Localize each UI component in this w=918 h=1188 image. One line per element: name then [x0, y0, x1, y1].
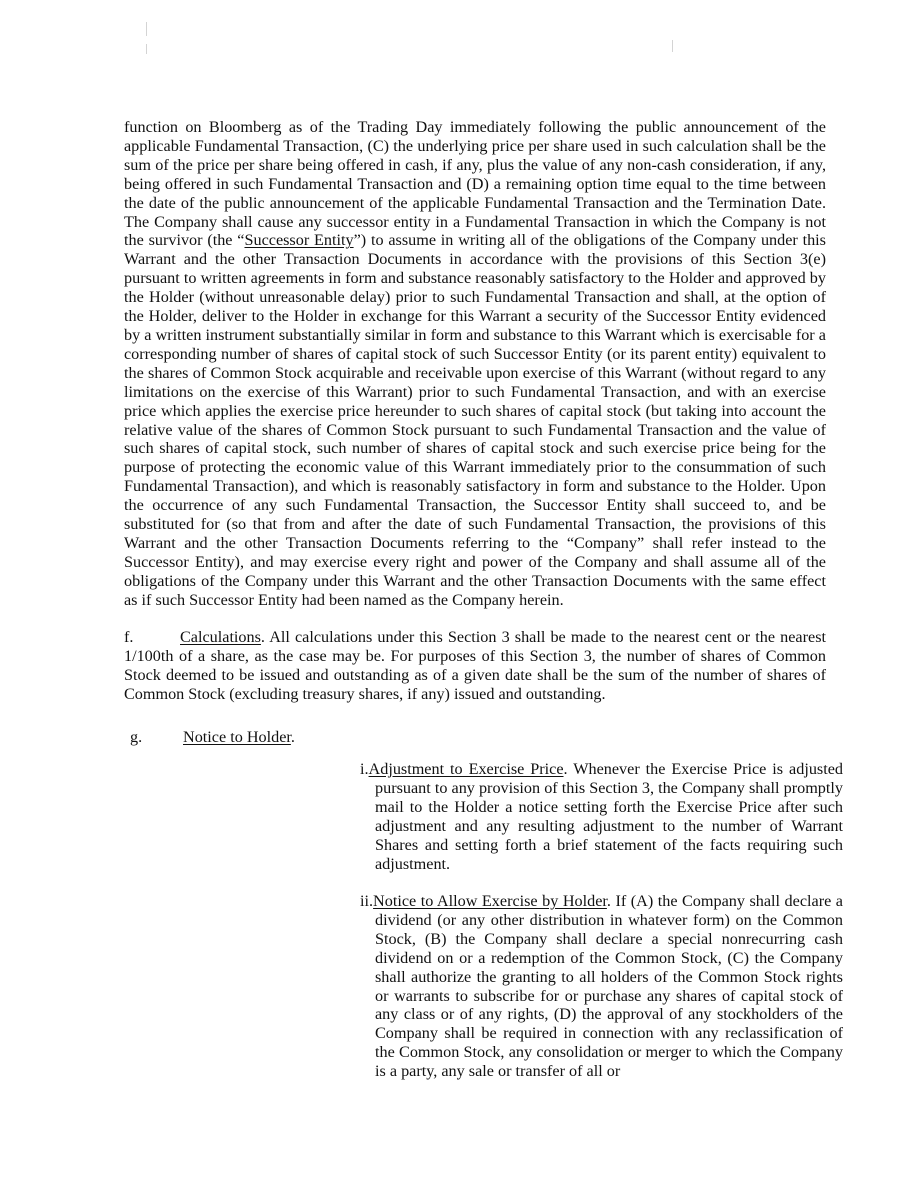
paragraph-text: ”) to assume in writing all of the obligations of the Company under this Warrant and the other Transaction Documents in accordance with the provisions of this Section 3(e) pursuant to written agreements in form and substance reasonably satisfactory to the Holder and approved by the Holder (without unreasonable delay) prior to such Fundamental Transaction and shall, at the option of the Holder, deliver to the Holder in exchange for this Warrant a security of the Successor Entity evidenced by a written instrument substantially similar in form and substance to this Warrant which is exercisable for a corresponding number of shares of capital stock of such Successor Entity (or its parent entity) equivalent to the shares of Common Stock acquirable and receivable upon exercise of this Warrant (without regard to any limitations on the exercise of this Warrant) prior to such Fundamental Transaction, and with an exercise price which applies the exercise price hereunder to such shares of capital stock (but taking into account the relative value of the shares of Common Stock pursuant to such Fundamental Transaction and the value of such shares of capital stock, such number of shares of capital stock and such exercise price being for the purpose of protecting the economic value of this Warrant immediately prior to the consummation of such Fundamental Transaction), and which is reasonably satisfactory in form and substance to the Holder. Upon the occurrence of any such Fundamental Transaction, the Successor Entity shall succeed to, and be substituted for (so that from and after the date of such Fundamental Transaction, the provisions of this Warrant and the other Transaction Documents referring to the “Company” shall refer instead to the Successor Entity), and may exercise every right and power of the Company and shall assume all of the obligations of the Company under this Warrant and the other Transaction Documents with the same effect as if such Successor Entity had been named as the Company herein. — [124, 231, 826, 609]
section-g-title-suffix: . — [290, 728, 295, 746]
subsection-i-title: Adjustment to Exercise Price — [368, 760, 564, 778]
subsection-i-label: i. — [360, 760, 369, 778]
section-f-label: f. — [124, 628, 134, 646]
section-g-title: Notice to Holder — [183, 728, 291, 746]
section-f-body: . All calculations under this Section 3 shall be made to the nearest cent or the nearest 1/100th of a share, as the case may be. For purposes of this Section 3, the number of shares of Common Stock deemed to be issued and outstanding as of a given date shall be the sum of the number of shares of Common Stock (excluding treasury shares, if any) issued and outstanding. — [124, 628, 826, 703]
fundamental-transaction-paragraph — [124, 118, 826, 610]
paragraph-text: function on Bloomberg as of the Trading Day immediately following the public announcement of the applicable Fundamental Transaction, (C) the underlying price per share used in such calculation shall be the sum of the price per share being offered in cash, if any, plus the value of any non-cash consideration, if any, being offered in such Fundamental Transaction and (D) a remaining option time equal to the time between the date of the public announcement of the applicable Fundamental Transaction and the Termination Date. The Company shall cause any successor entity in a Fundamental Transaction in which the Company is not the survivor (the “ — [124, 118, 826, 250]
section-f-title: Calculations — [180, 628, 261, 646]
scan-artifact — [146, 22, 147, 36]
scan-artifact — [146, 44, 147, 54]
scan-artifact — [672, 40, 673, 52]
section-g-label: g. — [130, 728, 143, 746]
defined-term-successor-entity: Successor Entity — [244, 231, 354, 250]
section-g-heading — [130, 728, 295, 747]
section-f-calculations — [124, 628, 826, 704]
subsection-i-body: . Whenever the Exercise Price is adjusted pursuant to any provision of this Section 3, the Company shall promptly mail to the Holder a notice setting forth the Exercise Price after such adjustment and any resulting adjustment to the number of Warrant Shares and setting forth a brief statement of the facts requiring such adjustment. — [375, 760, 843, 873]
subsection-ii-label: ii. — [360, 892, 374, 910]
subsection-ii-notice — [360, 892, 843, 1081]
subsection-ii-title: Notice to Allow Exercise by Holder — [373, 892, 607, 910]
subsection-i-adjustment — [360, 760, 843, 873]
subsection-ii-body: . If (A) the Company shall declare a dividend (or any other distribution in whatever form) on the Common Stock, (B) the Company shall declare a special nonrecurring cash dividend on or a redemption of the Common Stock, (C) the Company shall authorize the granting to all holders of the Common Stock rights or warrants to subscribe for or purchase any shares of capital stock of any class or of any rights, (D) the approval of any stockholders of the Company shall be required in connection with any reclassification of the Common Stock, any consolidation or merger to which the Company is a party, any sale or transfer of all or — [375, 892, 843, 1081]
